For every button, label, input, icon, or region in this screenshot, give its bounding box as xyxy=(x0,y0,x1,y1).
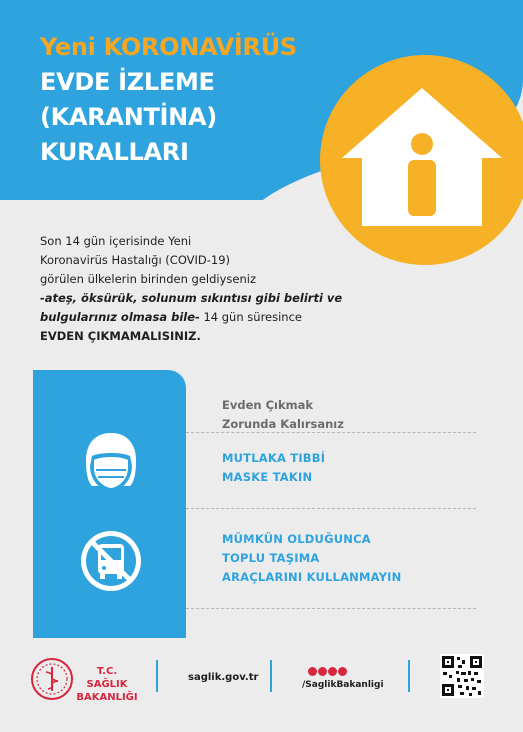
qr-code-icon xyxy=(440,654,484,698)
title-line-4: KURALLARI xyxy=(40,138,189,166)
rule-transit xyxy=(222,530,401,587)
ministry-name-line: T.C. SAĞLIK xyxy=(86,666,128,690)
social-icons xyxy=(308,667,348,677)
facebook-icon[interactable] xyxy=(308,667,317,676)
intro-rest: 14 gün süresince xyxy=(199,310,302,324)
intro-paragraph xyxy=(40,232,370,346)
subheading-line: Evden Çıkmak xyxy=(222,398,313,412)
ministry-seal-icon xyxy=(30,657,74,701)
no-bus-icon xyxy=(78,528,144,594)
intro-line-emphasis: -ateş, öksürük, solunum sıkıntısı gibi belirti ve xyxy=(40,291,343,305)
social-handle[interactable]: /SaglikBakanligi xyxy=(302,680,384,690)
rule-line: ARAÇLARINI KULLANMAYIN xyxy=(222,570,402,584)
youtube-icon[interactable] xyxy=(328,667,337,676)
intro-line: görülen ülkelerin birinden geldiyseniz xyxy=(40,272,256,286)
footer-divider xyxy=(408,660,410,692)
poster-title xyxy=(40,30,330,170)
footer-divider xyxy=(270,660,272,692)
house-person-icon xyxy=(338,80,506,230)
rule-mask xyxy=(222,449,325,487)
subheading-line: Zorunda Kalırsanız xyxy=(222,417,344,431)
rule-line: MUTLAKA TIBBİ xyxy=(222,451,326,465)
blue-side-panel xyxy=(33,370,186,638)
intro-line-strong: EVDEN ÇIKMAMALISINIZ. xyxy=(40,329,201,343)
ministry-name-line: BAKANLIĞI xyxy=(76,692,138,703)
title-line-3: (KARANTİNA) xyxy=(40,103,217,131)
ministry-name xyxy=(76,665,138,704)
dashed-divider xyxy=(186,608,476,609)
rule-line: TOPLU TAŞIMA xyxy=(222,551,320,565)
dashed-divider xyxy=(186,432,476,433)
intro-line: Son 14 gün içerisinde Yeni xyxy=(40,234,192,248)
intro-line xyxy=(40,308,370,327)
rule-line: MÜMKÜN OLDUĞUNCA xyxy=(222,532,371,546)
subheading xyxy=(222,396,344,434)
title-line-2: EVDE İZLEME xyxy=(40,68,215,96)
website-link[interactable]: saglik.gov.tr xyxy=(188,672,259,683)
rule-line: MASKE TAKIN xyxy=(222,470,313,484)
instagram-icon[interactable] xyxy=(338,667,347,676)
footer-divider xyxy=(156,660,158,692)
twitter-icon[interactable] xyxy=(318,667,327,676)
title-line-1: Yeni KORONAVİRÜS xyxy=(40,33,297,61)
intro-emphasis: bulgularınız olmasa bile- xyxy=(40,310,200,324)
face-mask-icon xyxy=(80,430,142,496)
dashed-divider xyxy=(186,508,476,509)
intro-line: Koronavirüs Hastalığı (COVID-19) xyxy=(40,253,231,267)
